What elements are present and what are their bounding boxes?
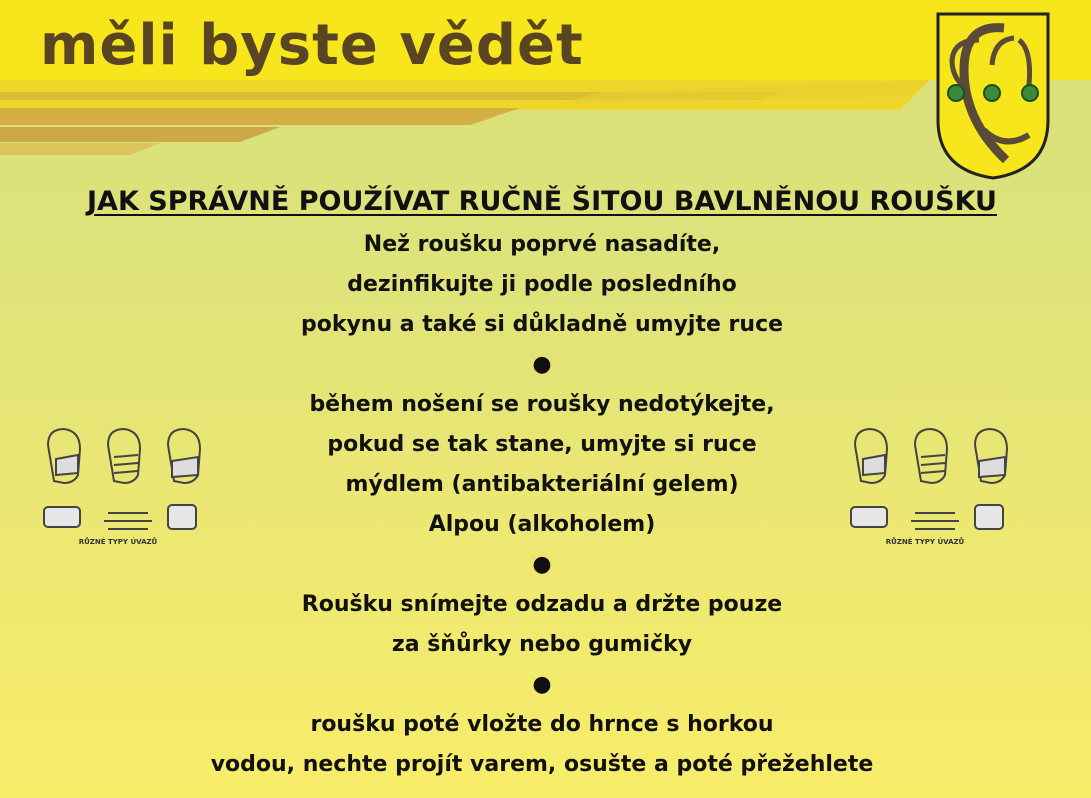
instruction-line: roušku poté vložte do hrnce s horkou <box>310 712 774 737</box>
bullet-separator: ● <box>532 672 552 697</box>
mask-illustration-icon <box>38 425 208 540</box>
headline: měli byste vědět <box>40 13 584 78</box>
page-title: JAK SPRÁVNĚ POUŽÍVAT RUČNĚ ŠITOU BAVLNĚNOU ROUŠKU <box>87 186 997 217</box>
instruction-line: za šňůrky nebo gumičky <box>391 632 693 657</box>
mask-illustration-left <box>38 425 208 555</box>
bullet-separator: ● <box>532 352 552 377</box>
instruction-line: mýdlem (antibakteriální gelem) <box>345 472 739 497</box>
instruction-line: pokynu a také si důkladně umyjte ruce <box>300 312 784 337</box>
instruction-line: dezinfikujte ji podle posledního <box>347 272 737 297</box>
instruction-line: vodou, nechte projít varem, osušte a poté přežehlete <box>210 752 874 777</box>
illustration-caption: RŮZNÉ TYPY ÚVAZŮ <box>78 538 158 546</box>
mask-illustration-icon <box>845 425 1015 540</box>
instruction-group-1 <box>0 225 1084 345</box>
instruction-line: během nošení se roušky nedotýkejte, <box>309 392 775 417</box>
illustration-caption: RŮZNÉ TYPY ÚVAZŮ <box>885 538 965 546</box>
instruction-line: Než roušku poprvé nasadíte, <box>363 232 721 257</box>
instruction-line: Roušku snímejte odzadu a držte pouze <box>301 592 783 617</box>
header-banner <box>0 0 1091 160</box>
mask-illustration-right <box>845 425 1015 555</box>
instruction-line: Alpou (alkoholem) <box>428 512 656 537</box>
instruction-group-4 <box>0 705 1084 785</box>
municipal-crest-icon <box>934 10 1052 182</box>
instruction-group-3 <box>0 585 1084 665</box>
bullet-separator: ● <box>532 552 552 577</box>
instruction-line: pokud se tak stane, umyjte si ruce <box>327 432 757 457</box>
